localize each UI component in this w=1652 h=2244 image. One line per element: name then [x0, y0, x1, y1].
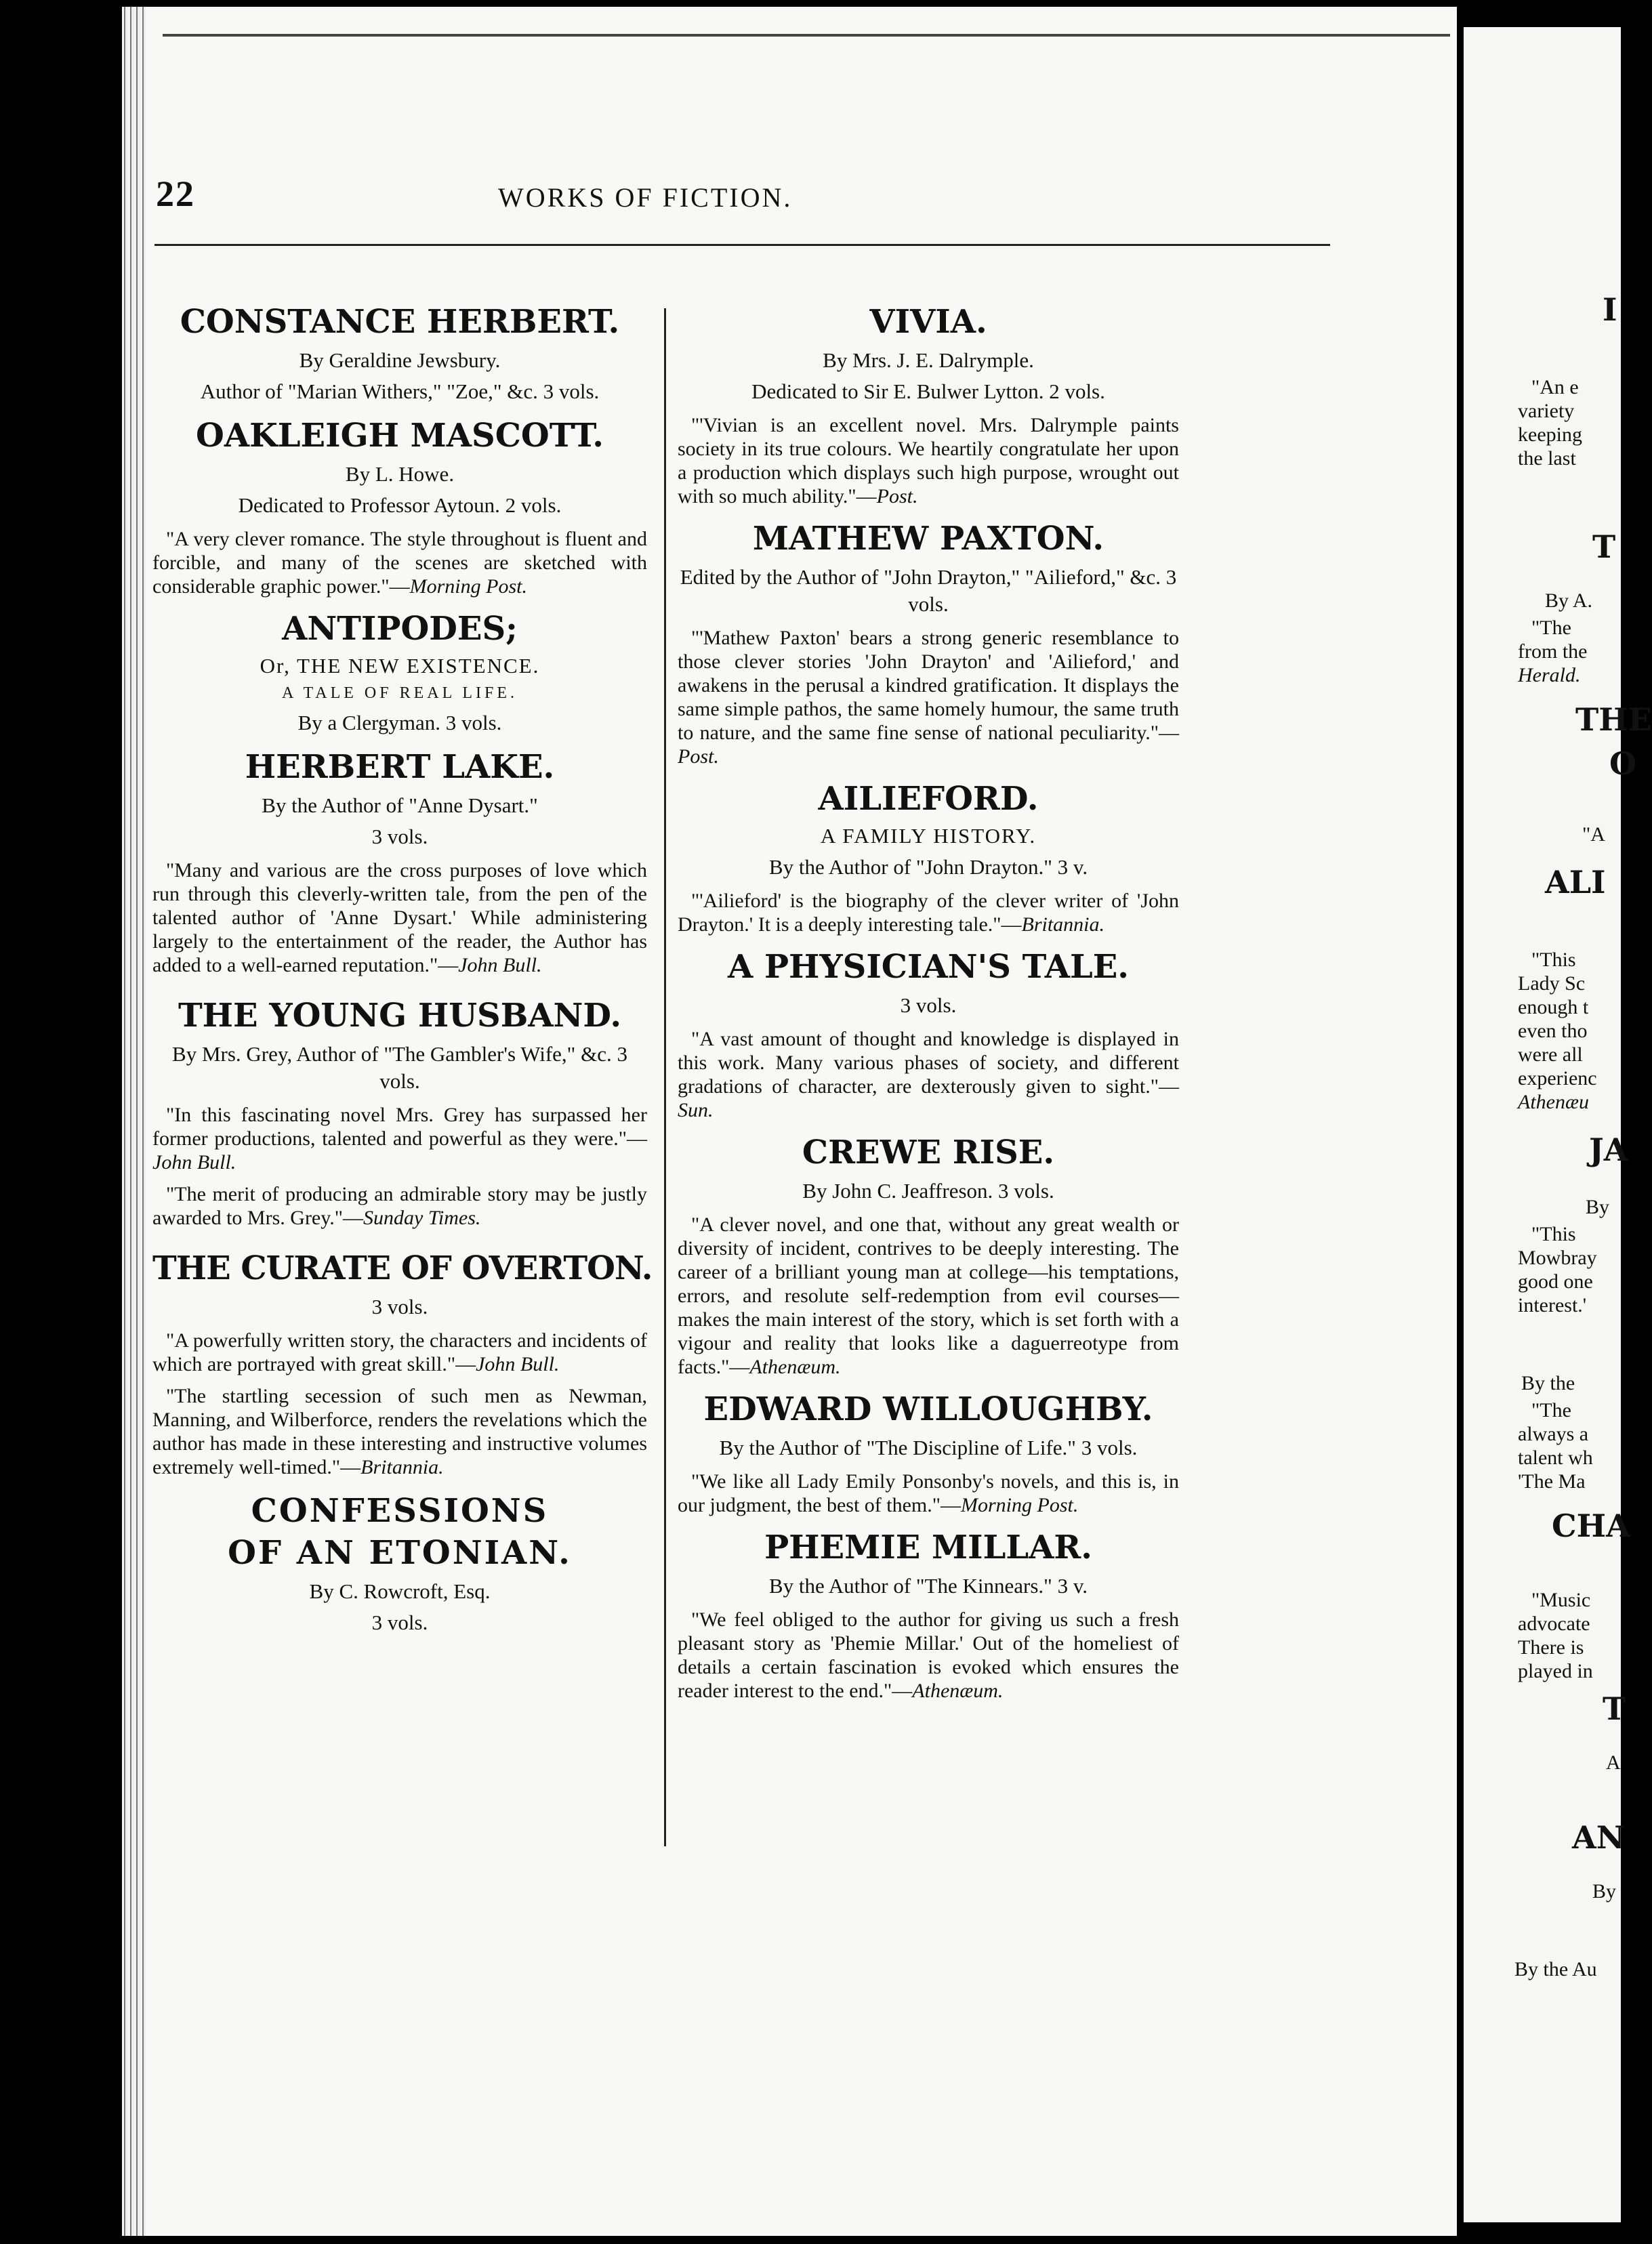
book-title: CONFESSIONS [251, 1492, 549, 1530]
book-entry-antipodes [152, 608, 647, 736]
review-source: Britannia. [1021, 913, 1105, 936]
book-title-line-2: OF AN ETONIAN. [228, 1534, 572, 1572]
page-edge-stack [122, 7, 149, 2236]
book-subtitle: A FAMILY HISTORY. [820, 824, 1037, 848]
book-byline: 3 vols. [371, 825, 428, 848]
review-source: Post. [876, 485, 918, 507]
review-source: John Bull. [458, 954, 542, 976]
book-title: A PHYSICIAN'S TALE. [727, 948, 1129, 986]
book-byline: By the Author of "John Drayton." 3 v. [768, 855, 1088, 879]
book-byline: Dedicated to Professor Aytoun. 2 vols. [238, 493, 562, 517]
review-quote: "The merit of producing an admirable story may be justly awarded to Mrs. Grey."—Sunday Times. [152, 1183, 647, 1229]
adjacent-page-fragment: good one [1518, 1270, 1593, 1293]
book-entry-phemie-millar [678, 1526, 1179, 1703]
book-byline: 3 vols. [371, 1295, 428, 1318]
book-title: VIVIA. [869, 303, 987, 341]
adjacent-page-fragment: O [1609, 745, 1637, 782]
page-number: 22 [156, 173, 195, 214]
adjacent-page-fragment: T [1603, 1690, 1626, 1727]
review-quote: "'Vivian is an excellent novel. Mrs. Dalrymple paints society in its true colours. We heartily congratulate her upon a production which displays such high purpose, wrought out with so much ability."—Post. [678, 414, 1179, 507]
review-quote: "A very clever romance. The style throughout is fluent and forcible, and many of the scenes are sketched with considerable graphic power."—Morning Post. [152, 528, 647, 598]
review-quote: "The startling secession of such men as Newman, Manning, and Wilberforce, renders the revelations which the author has made in these interesting and instructive volumes extremely well-timed."—Britannia. [152, 1385, 647, 1478]
adjacent-page-fragment: the last [1518, 447, 1576, 470]
book-byline: By Mrs. Grey, Author of "The Gambler's Wife," &c. 3 vols. [172, 1042, 627, 1093]
book-byline: Author of "Marian Withers," "Zoe," &c. 3 vols. [200, 379, 600, 403]
review-source: Sunday Times. [363, 1207, 481, 1229]
scan-border-left [0, 0, 122, 2244]
review-quote: "A vast amount of thought and knowledge is displayed in this work. Many various phases of society, and different gradations of character, are dexterously given to sight."—Sun. [678, 1028, 1179, 1121]
adjacent-page-fragment: By [1586, 1196, 1610, 1218]
review-quote: "We like all Lady Emily Ponsonby's novels, and this is, in our judgment, the best of them."—Morning Post. [678, 1470, 1179, 1516]
header-rule [154, 244, 1330, 246]
adjacent-page-fragment: By the Au [1514, 1958, 1597, 1980]
book-entry-curate-of-overton [152, 1247, 653, 1479]
book-entry-crewe-rise [678, 1131, 1179, 1379]
adjacent-page-fragment: "A [1582, 823, 1605, 846]
book-entry-oakleigh-mascott [152, 415, 647, 598]
book-subtitle: Or, THE NEW EXISTENCE. [260, 654, 540, 678]
adjacent-page-fragment: "The [1531, 617, 1571, 639]
running-title: WORKS OF FICTION. [498, 182, 793, 213]
book-title: THE YOUNG HUSBAND. [178, 997, 622, 1035]
adjacent-page-fragment: played in [1518, 1660, 1593, 1682]
book-entry-physicians-tale [678, 946, 1179, 1122]
book-byline: By Mrs. J. E. Dalrymple. [823, 348, 1034, 372]
review-source: Athenæum. [912, 1680, 1004, 1702]
book-byline: By a Clergyman. 3 vols. [297, 711, 502, 734]
book-title: EDWARD WILLOUGHBY. [703, 1390, 1153, 1428]
adjacent-page-fragment: talent wh [1518, 1447, 1593, 1469]
adjacent-page-fragment: By A. [1545, 589, 1593, 612]
adjacent-page-fragment: experienc [1518, 1067, 1597, 1089]
review-quote: "In this fascinating novel Mrs. Grey has surpassed her former productions, talented and powerful as they were."—John Bull. [152, 1104, 647, 1173]
book-title: ANTIPODES; [282, 610, 518, 648]
review-source: Athenæum. [749, 1356, 841, 1378]
adjacent-page-fragment: "Music [1531, 1589, 1591, 1611]
book-title: CONSTANCE HERBERT. [180, 303, 620, 341]
adjacent-page-fragment: always a [1518, 1423, 1589, 1445]
review-quote: "A clever novel, and one that, without any great wealth or diversity of incident, contrives to be deeply interesting. The career of a brilliant young man at college—his temptations, errors, and resolute self-redemption from evil courses—makes the main interest of the story, which is set forth with a vigour and reality that looks like a daguerreotype from facts."—Athenæum. [678, 1213, 1179, 1378]
right-column [678, 291, 1179, 1708]
adjacent-page-fragment: were all [1518, 1043, 1583, 1066]
column-divider [664, 308, 666, 1846]
left-column [152, 291, 653, 1642]
adjacent-page-fragment: AN [1572, 1819, 1625, 1856]
book-entry-herbert-lake [152, 746, 647, 977]
review-source: Morning Post. [961, 1494, 1079, 1516]
review-source: Sun. [678, 1099, 714, 1121]
adjacent-page-fragment: A [1606, 1751, 1621, 1774]
book-title: MATHEW PAXTON. [752, 520, 1104, 558]
review-quote: "We feel obliged to the author for giving us such a fresh pleasant story as 'Phemie Millar.' Out of the homeliest of details a certain fascination is evoked which ensures the reader interest to the end."—Athenæum. [678, 1608, 1179, 1702]
page-top-edge [163, 34, 1450, 37]
adjacent-page-fragment: Mowbray [1518, 1247, 1597, 1269]
adjacent-page-fragment: even tho [1518, 1020, 1588, 1042]
adjacent-page-fragment: "This [1531, 1223, 1576, 1245]
adjacent-page-fragment: JA [1589, 1131, 1628, 1168]
book-title: CREWE RISE. [802, 1134, 1055, 1171]
book-byline: By Geraldine Jewsbury. [299, 348, 501, 372]
book-entry-young-husband [152, 995, 647, 1230]
book-byline: Edited by the Author of "John Drayton," "Ailieford," &c. 3 vols. [680, 565, 1177, 616]
adjacent-page-fragment: interest.' [1518, 1294, 1587, 1316]
book-byline: By John C. Jeaffreson. 3 vols. [802, 1179, 1054, 1203]
book-byline: By the Author of "The Discipline of Life." 3 vols. [719, 1436, 1138, 1459]
adjacent-page-fragment: THE [1575, 701, 1652, 738]
adjacent-page-fragment: "This [1531, 949, 1576, 971]
adjacent-page-fragment: T [1592, 528, 1616, 565]
book-entry-ailieford [678, 778, 1179, 936]
review-quote: "Many and various are the cross purposes of love which run through this cleverly-written tale, from the pen of the talented author of 'Anne Dysart.' While administering largely to the entertainment of the reader, the Author has added to a well-earned reputation."—John Bull. [152, 859, 647, 976]
review-source: Morning Post. [409, 575, 527, 598]
adjacent-page-fragment: variety [1518, 400, 1575, 422]
review-source: Britannia. [360, 1456, 444, 1478]
review-source: Post. [678, 745, 719, 768]
book-byline: 3 vols. [900, 993, 957, 1017]
adjacent-page-fragment: By [1592, 1880, 1617, 1903]
adjacent-page-fragment: There is [1518, 1636, 1584, 1659]
review-source: John Bull. [476, 1353, 560, 1375]
adjacent-page-fragment: ALI [1545, 864, 1606, 900]
book-entry-edward-willoughby [678, 1388, 1179, 1517]
adjacent-page-fragment: "The [1531, 1399, 1571, 1421]
adjacent-page-fragment: I [1603, 291, 1617, 328]
adjacent-page-fragment: enough t [1518, 996, 1589, 1018]
book-title: PHEMIE MILLAR. [764, 1529, 1092, 1566]
adjacent-page-fragment: CHA [1552, 1508, 1630, 1544]
review-quote: "'Mathew Paxton' bears a strong generic resemblance to those clever stories 'John Drayton' and 'Ailieford,' and awakens in the perusal a kindred gratification. It displays the same simple pathos, the same homely humour, the same truth to nature, and the same fine sense of national peculiarity."—Post. [678, 627, 1179, 768]
book-byline: By L. Howe. [345, 462, 455, 486]
book-title: AILIEFORD. [818, 780, 1039, 818]
book-title: OAKLEIGH MASCOTT. [196, 417, 604, 455]
adjacent-page-fragment: Herald. [1518, 664, 1581, 686]
book-entry-confessions-of-an-etonian [152, 1490, 647, 1636]
adjacent-page-fragment: keeping [1518, 423, 1582, 446]
review-quote: "'Ailieford' is the biography of the clever writer of 'John Drayton.' It is a deeply interesting tale."—Britannia. [678, 890, 1179, 936]
adjacent-page [1464, 27, 1652, 2222]
adjacent-page-fragment: from the [1518, 640, 1588, 663]
book-title: THE CURATE OF OVERTON. [152, 1249, 653, 1287]
book-entry-constance-herbert [152, 301, 647, 405]
review-quote: "A powerfully written story, the characters and incidents of which are portrayed with great skill."—John Bull. [152, 1329, 647, 1375]
adjacent-page-fragment: advocate [1518, 1613, 1590, 1635]
adjacent-page-fragment: Lady Sc [1518, 972, 1586, 995]
book-entry-mathew-paxton [678, 518, 1179, 768]
book-byline: By the Author of "Anne Dysart." [262, 793, 538, 817]
review-source: John Bull. [152, 1151, 236, 1173]
book-byline: By the Author of "The Kinnears." 3 v. [768, 1574, 1088, 1598]
adjacent-page-fragment: By the [1521, 1372, 1575, 1394]
adjacent-page-fragment: Athenæu [1518, 1091, 1589, 1113]
book-tagline: A TALE OF REAL LIFE. [281, 684, 518, 702]
adjacent-page-fragment: "An e [1531, 376, 1579, 398]
book-entry-vivia [678, 301, 1179, 508]
book-byline: By C. Rowcroft, Esq. [309, 1579, 491, 1603]
book-byline: Dedicated to Sir E. Bulwer Lytton. 2 vols. [751, 379, 1105, 403]
book-title: HERBERT LAKE. [245, 748, 555, 786]
book-byline: 3 vols. [371, 1611, 428, 1634]
adjacent-page-fragment: 'The Ma [1518, 1470, 1586, 1493]
